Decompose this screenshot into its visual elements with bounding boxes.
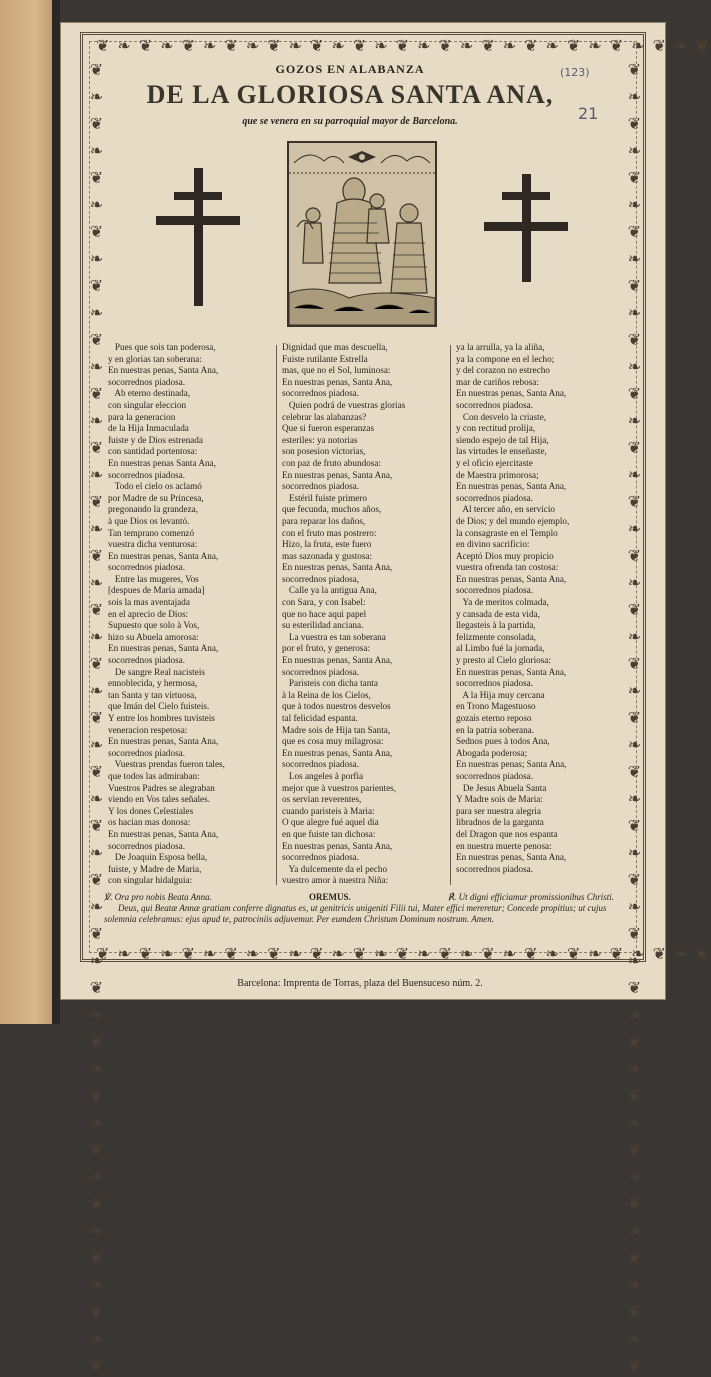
patriarchal-cross-left-icon xyxy=(156,168,240,306)
ornament-border-left: ❦ ❧ ❦ ❧ ❦ ❧ ❦ ❧ ❦ ❧ ❦ ❧ ❦ ❧ ❦ ❧ ❦ ❧ ❦ ❧ ❦ ❧ ❦ ❧ ❦ ❧ ❦ ❧ ❦ ❧ ❦ ❧ ❦ ❧ ❦ ❧ ❦ ❧ ❦ ❧ ❦ ❧ ❦ ❧ ❦ ❧ ❦ ❧ ❦ xyxy=(87,60,104,1377)
title-line-1: GOZOS EN ALABANZA xyxy=(275,62,425,76)
oremus-heading: OREMUS. xyxy=(309,892,351,902)
printer-imprint: Barcelona: Imprenta de Torras, plaza del Buensuceso núm. 2. xyxy=(237,978,483,989)
versicle: ℣. Ora pro nobis Beata Anna. xyxy=(104,892,212,902)
response: ℟. Ut digni efficiamur promissionibus Christi. xyxy=(447,892,614,902)
verse-column-1: Pues que sois tan poderosa, y en glorias tan soberana: En nuestras penas, Santa Ana, socorrednos piadosa. Ab eterno destinada, con singular eleccion para la generacion de la Hija Inmaculada fuiste y de Dios estrenada con santidad portentosa: En nuestras penas Santa Ana, socorrednos piadosa. Todo el cielo os aclamó por Madre de su Princesa, pregonando la grandeza, à que Dios os levantó. Tan temprano comenzó vuestra dicha venturosa: En nuestras penas, Santa Ana, socorrednos piadosa. Entre las mugeres, Vos [despues de Maria amada] sois la mas aventajada en el aprecio de Dios: Supuesto que solo à Vos, hizo su Abuela amorosa: En nuestras penas, Santa Ana, socorrednos piadosa. De sangre Real nacisteis ennoblecida, y hermosa, tan Santa y tan virtuosa, que Imán del Cielo fuisteis. Y entre los hombres tuvisteis veneracion respetosa: En nuestras penas, Santa Ana, socorrednos piadosa. Vuestras prendas fueron tales, que todos las admiraban: Vuestros Padres se alegraban viendo en Vos tales señales. Y los dones Celestiales os hacian mas donosa: En nuestras penas, Santa Ana, socorrednos piadosa. De Joaquin Esposa bella, fuiste, y Madre de Maria, con singular hidalguia: xyxy=(108,342,225,886)
verse-column-2: Dignidad que mas descuella, Fuiste rutilante Estrella mas, que no el Sol, luminosa: En nuestras penas, Santa Ana, socorrednos piadosa. Quien podrá de vuestras glorias celebrar las alabanzas? Que si fueron esperanzas esteriles: ya notorias son posesion victorias, con paz de fruto abundosa: En nuestras penas, Santa Ana, socorrednos piadosa. Estéril fuiste primero que fecunda, muchos años, para reparar los daños, con el fruto mas postrero: Hizo, la fruta, este fuero mas sazonada y gustosa: En nuestras penas, Santa Ana, socorrednos piadosa, Calle ya la antigua Ana, con Sara, y con Isabel: que no hace aqui papel su esterilidad anciana. La vuestra es tan soberana por el fruto, y generosa: En nuestras penas, Santa Ana, socorrednos piadosa. Paristeis con dicha tanta à la Reina de los Cielos, que à todos nuestros desvelos tal felicidad espanta. Madre sois de Hija tan Santa, que es cosa muy milagrosa: En nuestras penas, Santa Ana, socorrednos piadosa. Los angeles à porfia mejor que à vuestros parientes, os servian reverentes, cuando paristeis à Maria: O que alegre fué aquel dia en que fuiste tan dichosa: En nuestras penas, Santa Ana, socorrednos piadosa. Ya dulcemente da el pecho vuestro amor à nuestra Niña: xyxy=(282,342,406,886)
number-annotation: 21 xyxy=(578,104,599,123)
title-line-3: que se venera en su parroquial mayor de Barcelona. xyxy=(242,116,458,127)
saint-anne-woodcut xyxy=(287,141,437,327)
page-gutter xyxy=(52,0,60,1024)
prayer-text: Deus, qui Beatæ Annæ gratiam conferre dignatus es, ut genitricis unigeniti Filii tui, Mater effici mereretur; Concede propitius; ut cujus solemnia celebramus: ejus apud te, patrociniis adjuvemur. Per eumdem Christum Dominum nostrum. Amen. xyxy=(104,903,607,924)
column-divider xyxy=(276,345,277,885)
column-divider xyxy=(450,345,451,885)
verse-column-3: ya la arrulla, ya la aliña, ya la compone en el lecho; y del corazon no estrecho mar de cariños rebosa: En nuestras penas, Santa Ana, socorrednos piadosa. Con desvelo la criaste, y con rectitud prolija, siendo espejo de tal Hija, las virtudes le enseñaste, y el oficio ejercitaste de Maestra primorosa; En nuestras penas, Santa Ana, socorrednos piadosa. Al tercer año, en servicio de Dios; y del mundo ejemplo, la consagraste en el Templo en divino sacrificio: Aceptó Dios muy propicio vuestra ofrenda tan costosa: En nuestras penas, Santa Ana, socorrednos piadosa. Ya de meritos colmada, y cansada de esta vida, llegasteis à la partida, felizmente consolada, al Limbo fué la jornada, y presto al Cielo gloriosa: En nuestras penas, Santa Ana, socorrednos piadosa. A la Hija muy cercana en Trono Magestuoso gozais eterno reposo en la patria soberana. Sednos pues à todos Ana, Abogada poderosa; En nuestras penas; Santa Ana, socorrednos piadosa. De Jesus Abuela Santa Y Madre sois de Maria: para ser nuestra alegria libradnos de la garganta del Dragon que nos espanta en nuestra muerte penosa: En nuestras penas, Santa Ana, socorrednos piadosa. xyxy=(456,342,570,874)
facing-page xyxy=(0,0,58,1024)
title-line-2: DE LA GLORIOSA SANTA ANA, xyxy=(146,80,554,109)
ornament-border-right: ❦ ❧ ❦ ❧ ❦ ❧ ❦ ❧ ❦ ❧ ❦ ❧ ❦ ❧ ❦ ❧ ❦ ❧ ❦ ❧ ❦ ❧ ❦ ❧ ❦ ❧ ❦ ❧ ❦ ❧ ❦ ❧ ❦ ❧ ❦ ❧ ❦ ❧ ❦ ❧ ❦ ❧ ❦ ❧ ❦ ❧ ❦ ❧ ❦ xyxy=(625,60,642,1377)
oremus-prayer xyxy=(104,892,614,925)
ornament-border-top: ❦ ❧ ❦ ❧ ❦ ❧ ❦ ❧ ❦ ❧ ❦ ❧ ❦ ❧ ❦ ❧ ❦ ❧ ❦ ❧ ❦ ❧ ❦ ❧ ❦ ❧ ❦ ❧ ❦ xyxy=(96,38,711,55)
catalog-annotation: (123) xyxy=(560,66,590,79)
ornament-border-bottom: ❦ ❧ ❦ ❧ ❦ ❧ ❦ ❧ ❦ ❧ ❦ ❧ ❦ ❧ ❦ ❧ ❦ ❧ ❦ ❧ ❦ ❧ ❦ ❧ ❦ ❧ ❦ ❧ ❦ xyxy=(96,946,711,963)
patriarchal-cross-right-icon xyxy=(484,174,568,282)
